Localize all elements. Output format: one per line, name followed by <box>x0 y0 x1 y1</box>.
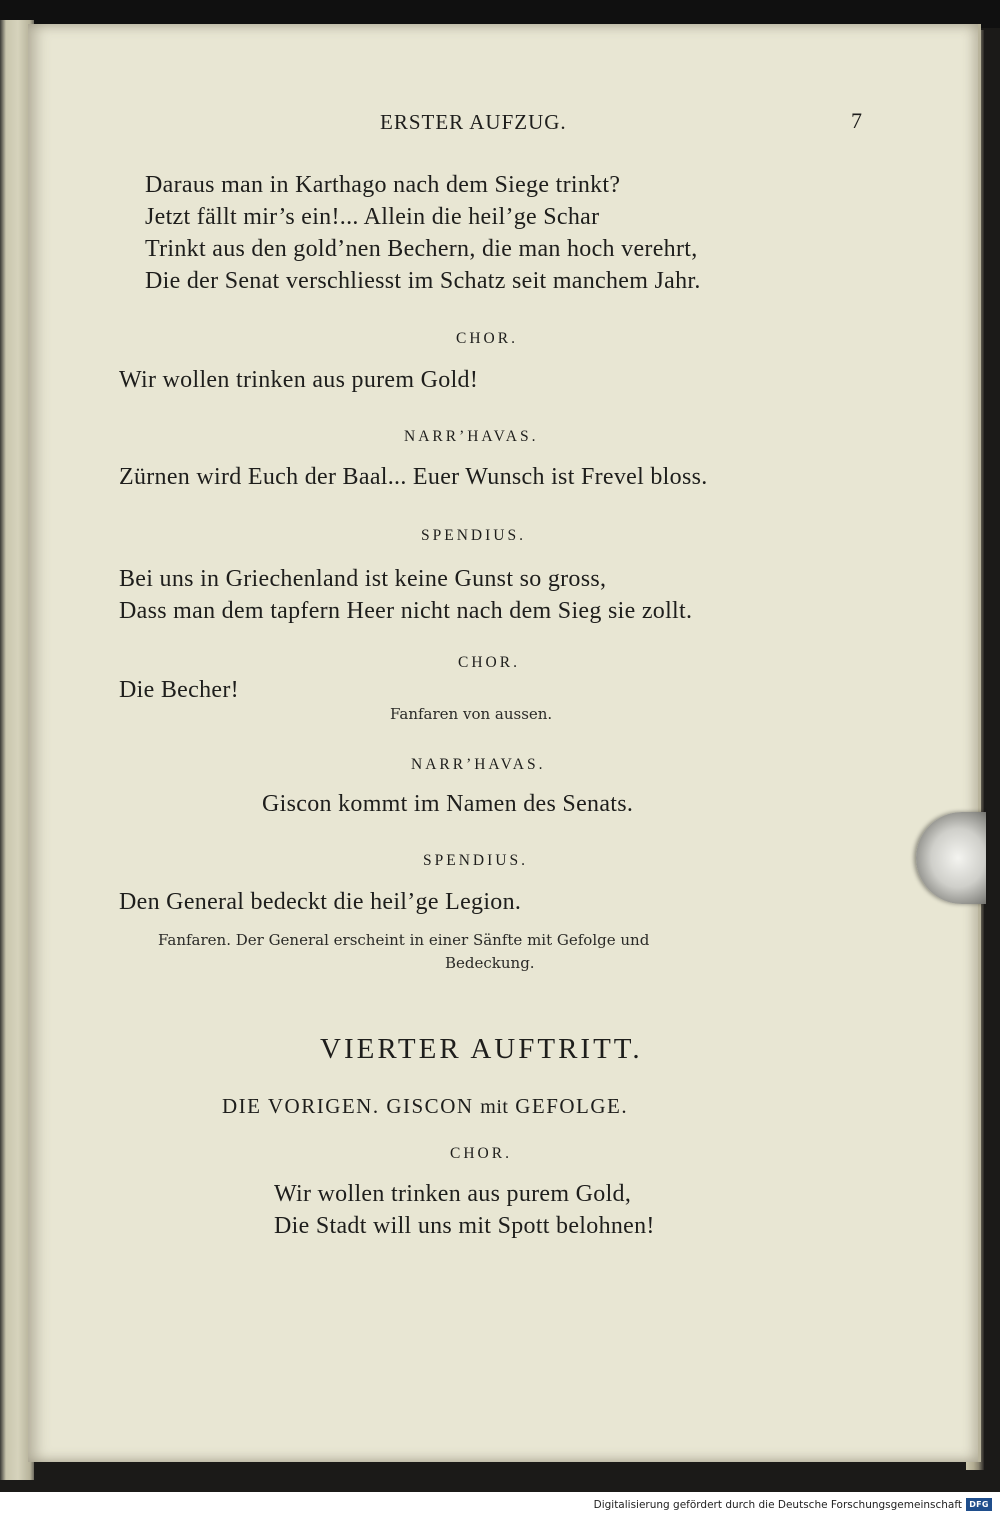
verse-line: Zürnen wird Euch der Baal... Euer Wunsch ist Frevel bloss. <box>119 464 708 490</box>
dramatis-personae <box>222 1094 628 1119</box>
speaker-name: CHOR. <box>456 330 518 347</box>
scene-title: VIERTER AUFTRITT. <box>320 1033 643 1065</box>
verse-line: Bei uns in Griechenland ist keine Gunst so gross, <box>119 566 607 592</box>
verse-line: Wir wollen trinken aus purem Gold, <box>274 1181 632 1207</box>
verse-line: Jetzt fällt mir’s ein!... Allein die heil’ge Schar <box>145 204 600 230</box>
persons-names: DIE VORIGEN. GISCON <box>222 1094 474 1118</box>
stage-direction: Fanfaren. Der General erscheint in einer Sänfte mit Gefolge und <box>158 931 650 949</box>
verse-line: Daraus man in Karthago nach dem Siege trinkt? <box>145 172 621 198</box>
speaker-name: NARR’HAVAS. <box>404 428 539 445</box>
dfg-logo: DFG <box>966 1498 992 1511</box>
verse-line: Giscon kommt im Namen des Senats. <box>262 791 634 817</box>
speaker-name: CHOR. <box>458 654 520 671</box>
speaker-name: NARR’HAVAS. <box>411 756 546 773</box>
verse-line: Die Stadt will uns mit Spott belohnen! <box>274 1213 655 1239</box>
speaker-name: SPENDIUS. <box>423 852 528 869</box>
verse-line: Dass man dem tapfern Heer nicht nach dem Sieg sie zollt. <box>119 598 693 624</box>
persons-connector: mit <box>480 1096 509 1118</box>
verse-line: Wir wollen trinken aus purem Gold! <box>119 367 479 393</box>
speaker-name: CHOR. <box>450 1145 512 1162</box>
stage-direction: Bedeckung. <box>445 954 535 972</box>
stage-direction: Fanfaren von aussen. <box>390 705 553 723</box>
verse-line: Trinkt aus den gold’nen Bechern, die man hoch verehrt, <box>145 236 698 262</box>
speaker-name: SPENDIUS. <box>421 527 526 544</box>
digitization-credit: Digitalisierung gefördert durch die Deutsche Forschungsgemeinschaft <box>593 1499 962 1511</box>
running-header: ERSTER AUFZUG. <box>380 110 567 134</box>
page-number: 7 <box>851 108 862 133</box>
persons-retinue: GEFOLGE. <box>515 1094 629 1118</box>
verse-line: Den General bedeckt die heil’ge Legion. <box>119 889 522 915</box>
verse-line: Die der Senat verschliesst im Schatz seit manchem Jahr. <box>145 268 701 294</box>
verse-line: Die Becher! <box>119 677 239 703</box>
